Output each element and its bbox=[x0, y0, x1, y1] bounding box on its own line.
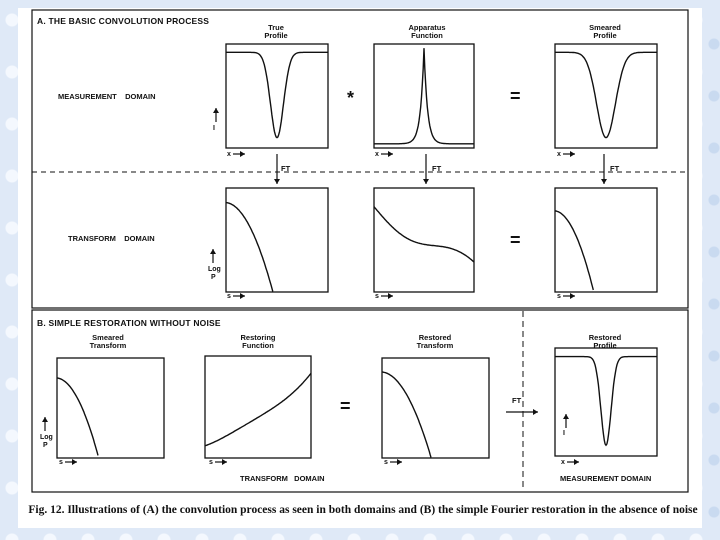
restored-profile-plot-frame bbox=[555, 348, 657, 456]
measurement-domain-label: MEASUREMENT DOMAIN bbox=[58, 92, 156, 101]
axis-arrow-1-head bbox=[240, 151, 245, 157]
axis-arrow-10-head bbox=[397, 459, 402, 465]
axis-arrow-8-head bbox=[72, 459, 77, 465]
ft-label-4: FT bbox=[512, 396, 522, 405]
transform-domain-label-b: TRANSFORM DOMAIN bbox=[240, 474, 325, 483]
ft-arrow-1-head bbox=[274, 179, 280, 184]
slide bbox=[18, 8, 702, 528]
s-axis-label-4: s bbox=[59, 459, 63, 466]
header-apparatus-function: Apparatus Function bbox=[408, 23, 446, 40]
smeared-transform-b-plot-frame bbox=[57, 358, 164, 458]
header-true-profile: True Profile bbox=[264, 23, 288, 40]
restoring-function-plot-frame bbox=[205, 356, 311, 458]
smeared-profile-plot-frame bbox=[555, 44, 657, 148]
true-profile-plot-frame bbox=[226, 44, 328, 148]
ft-arrow-3-head bbox=[601, 179, 607, 184]
equals-sign-transform: = bbox=[510, 230, 521, 250]
s-axis-label-2: s bbox=[375, 293, 379, 300]
figure-caption: Fig. 12. Illustrations of (A) the convolution process as seen in both domains and (B) the simple Fourier restoration in the absence of noise bbox=[28, 504, 698, 516]
header-smeared-profile: Smeared Profile bbox=[589, 23, 621, 40]
apparatus-transform-plot-frame bbox=[374, 188, 474, 292]
ft-label-2: FT bbox=[432, 164, 442, 173]
log-arrow-b-head bbox=[42, 417, 48, 422]
true-transform-plot-frame bbox=[226, 188, 328, 292]
section-b-title: B. SIMPLE RESTORATION WITHOUT NOISE bbox=[37, 318, 221, 328]
transform-domain-label: TRANSFORM DOMAIN bbox=[68, 234, 155, 243]
s-axis-label-6: s bbox=[384, 459, 388, 466]
equals-sign-restoration: = bbox=[340, 396, 351, 416]
figure-frame bbox=[18, 8, 702, 528]
x-axis-label-1: x bbox=[227, 151, 231, 158]
axis-arrow-7-head bbox=[570, 293, 575, 299]
smeared-transform-plot-frame bbox=[555, 188, 657, 292]
axis-arrow-3-head bbox=[570, 151, 575, 157]
axis-arrow-5-head bbox=[240, 293, 245, 299]
s-axis-label-3: s bbox=[557, 293, 561, 300]
intensity-arrow-a-head bbox=[213, 108, 219, 113]
axis-arrow-6-head bbox=[388, 293, 393, 299]
log-label-a: Log bbox=[208, 266, 221, 273]
log-label-b: Log bbox=[40, 434, 53, 441]
ft-arrow-4-head bbox=[533, 409, 538, 415]
intensity-label-b: I bbox=[563, 430, 565, 437]
ft-arrow-2-head bbox=[423, 179, 429, 184]
section-a-title: A. THE BASIC CONVOLUTION PROCESS bbox=[37, 16, 210, 26]
header-restored-profile: Restored Profile bbox=[588, 333, 622, 350]
axis-arrow-4-head bbox=[574, 459, 579, 465]
s-axis-label-1: s bbox=[227, 293, 231, 300]
p-label-a: P bbox=[211, 274, 216, 281]
header-restoring-function: Restoring Function bbox=[240, 333, 276, 350]
header-smeared-transform: Smeared Transform bbox=[89, 333, 127, 350]
log-arrow-a-head bbox=[210, 249, 216, 254]
convolution-operator: * bbox=[347, 88, 355, 108]
ft-label-1: FT bbox=[281, 164, 291, 173]
axis-arrow-2-head bbox=[388, 151, 393, 157]
ft-label-3: FT bbox=[610, 164, 620, 173]
p-label-b: P bbox=[43, 442, 48, 449]
axis-arrow-9-head bbox=[222, 459, 227, 465]
s-axis-label-5: s bbox=[209, 459, 213, 466]
x-axis-label-3: x bbox=[557, 151, 561, 158]
intensity-label-a: I bbox=[213, 125, 215, 132]
restored-transform-plot-frame bbox=[382, 358, 489, 458]
measurement-domain-label-b: MEASUREMENT DOMAIN bbox=[560, 474, 652, 483]
x-axis-label-4: x bbox=[561, 459, 565, 466]
equals-sign-measurement: = bbox=[510, 86, 521, 106]
header-restored-transform: Restored Transform bbox=[416, 333, 454, 350]
x-axis-label-2: x bbox=[375, 151, 379, 158]
